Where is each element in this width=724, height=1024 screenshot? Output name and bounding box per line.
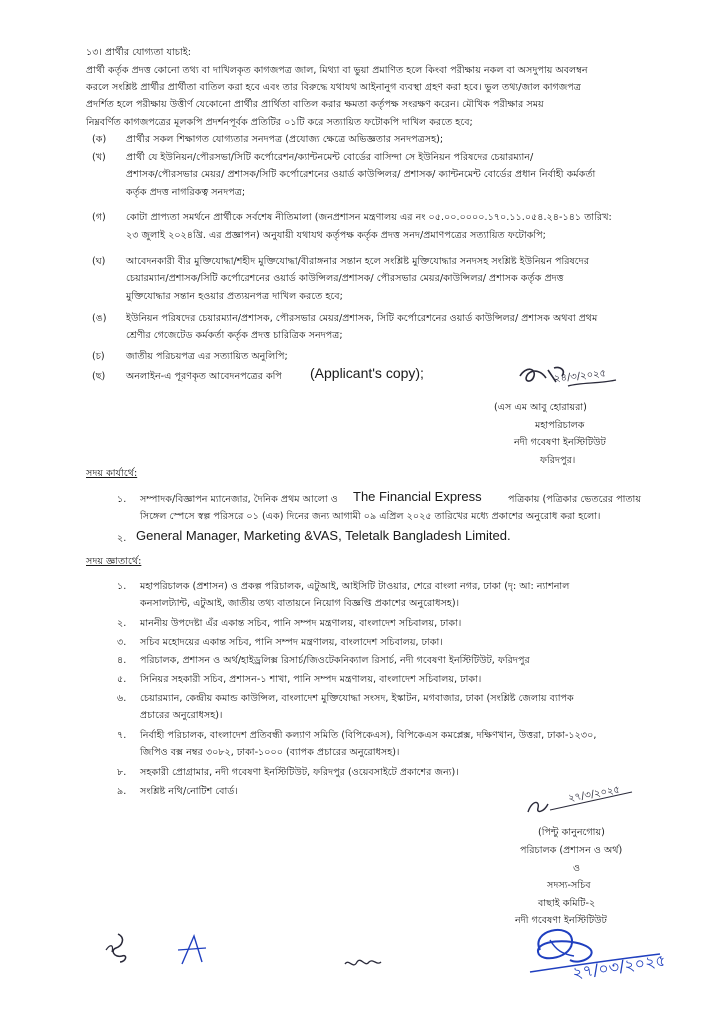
item-label: (খ) <box>92 152 106 163</box>
item-number: ১. <box>117 494 127 505</box>
paragraph-line: প্রদর্শিত হলে পরীক্ষায় উত্তীর্ণ যেকোনো প্রার্থীর প্রার্থিতা বাতিল করার ক্ষমতা কর্তৃপক্ষ সংরক্ষণ করেন। মৌখিক পরীক্ষার সময় <box>86 99 544 110</box>
paragraph-line: করলে সংশ্লিষ্ট প্রার্থীর প্রার্থীতা বাতিল করা হবে এবং তার বিরুদ্ধে যথাযথ আইনানুগ ব্যবস্থা গ্রহণ করা হবে। ভুল তথ্য/জাল কাগজপত্র <box>86 82 581 93</box>
initials-mark-2-strokes <box>172 932 212 968</box>
item-text: জাতীয় পরিচয়পত্র এর সত্যায়িত অনুলিপি; <box>126 351 288 362</box>
signer-2-role: সদস্য-সচিব <box>547 880 591 891</box>
item-number: ৫. <box>117 674 127 685</box>
item-text: চেয়ারম্যান/প্রশাসক/সিটি কর্পোরেশনের ওয়ার্ড কাউন্সিলর/প্রশাসক/ পৌরসভার মেয়র/কাউন্সিলর/ প্রশাসক কর্তৃক প্রদত্ত <box>126 273 564 284</box>
item-text: সংশ্লিষ্ট নথি/নোটিশ বোর্ড। <box>140 786 238 797</box>
signer-2-committee: বাছাই কমিটি-২ <box>538 898 596 909</box>
signature-1 <box>512 362 622 404</box>
action-heading: সদয় কার্যার্থে: <box>86 468 138 479</box>
item-text: কনসালট্যান্ট, এটুআই, জাতীয় তথ্য বাতায়নে নিয়োগ বিজ্ঞপ্তি প্রকাশের অনুরোধসহ)। <box>140 598 460 609</box>
item-text: অনলাইন-এ পূরণকৃত আবেদনপত্রের কপি <box>126 371 282 382</box>
signature-1-date: ২৪/৩/২০২৫ <box>553 368 607 385</box>
item-text: প্রার্থী যে ইউনিয়ন/পৌরসভা/সিটি কর্পোরেশন/ক্যান্টনমেন্ট বোর্ডের বাসিন্দা সে ইউনিয়ন পরিষদের চেয়ারম্যান/ <box>126 152 534 163</box>
item-text: মুক্তিযোদ্ধার সন্তান হওয়ার প্রত্যয়নপত্র দাখিল করতে হবে; <box>126 291 343 302</box>
item-label: (গ) <box>92 212 106 223</box>
item-text: সচিব মহোদয়ের একান্ত সচিব, পানি সম্পদ মন্ত্রণালয়, বাংলাদেশ সচিবালয়, ঢাকা। <box>140 637 443 648</box>
item-number: ৭. <box>117 730 127 741</box>
item-text: জিপিও বক্স নম্বর ৩০৮২, ঢাকা-১০০০ (ব্যাপক প্রচারের অনুরোধসহ)। <box>140 747 400 758</box>
bottom-signature-date: ২৭/০৩/২০২৫ <box>571 950 667 983</box>
item-text: সিঙ্গেল স্পেসে স্বল্প পরিসরে ০১ (এক) দিনের জন্য আগামী ০৯ এপ্রিল ২০২৫ তারিখের মধ্যে প্রকাশের অনুরোধ করা হলো। <box>140 511 601 522</box>
item-number: ৪. <box>117 655 127 666</box>
signer-2-name: (পিন্টু কানুনগোয়) <box>538 827 605 838</box>
item-text: ২৩ জুলাই ২০২৪খ্রি. এর প্রজ্ঞাপন) অনুযায়ী যথাযথ কর্তৃপক্ষ কর্তৃক প্রদত্ত সনদ/প্রমাণপত্রের সত্যায়িত ফটোকপি; <box>126 230 546 241</box>
item-label: (ঙ) <box>92 313 107 324</box>
item-text-latin: General Manager, Marketing &VAS, Teletalk Bangladesh Limited. <box>136 528 511 543</box>
item-label: (চ) <box>92 351 105 362</box>
item-text-latin: The Financial Express <box>353 489 482 504</box>
item-text: পত্রিকায় (পত্রিকার ভেতরের পাতায় <box>508 494 641 505</box>
item-number: ৯. <box>117 786 127 797</box>
item-text: সহকারী প্রোগ্রামার, নদী গবেষণা ইনস্টিটিউট, ফরিদপুর (ওয়েবসাইটে প্রকাশের জন্য)। <box>140 767 459 778</box>
initials-mark-1-strokes <box>100 930 140 966</box>
signer-2-org: নদী গবেষণা ইনস্টিটিউট <box>515 915 607 926</box>
item-text: প্রশাসক/পৌরসভার মেয়র/ প্রশাসক/সিটি কর্পোরেশনের ওয়ার্ড কাউন্সিলর/ প্রশাসক/ ক্যান্টনমেন্ট বোর্ডের প্রধান নির্বাহী কর্মকর্তা <box>126 169 596 180</box>
initials-mark-2 <box>172 932 212 968</box>
item-text: কোটা প্রাপ্যতা সমর্থনে প্রার্থীকে সর্বশেষ নীতিমালা (জনপ্রশাসন মন্ত্রণালয় এর নং ০৫.০০.০০০০.১৭০.১১.০৫৪.২৪-১৪১ তারিখ: <box>126 212 612 223</box>
signature-2-date: ২৭/৩/২০২৫ <box>567 784 621 805</box>
item-number: ৩. <box>117 637 127 648</box>
item-text: পরিচালক, প্রশাসন ও অর্থ/হাইড্রলিক্স রিসার্চ/জিওটেকনিক্যাল রিসার্চ, নদী গবেষণা ইনস্টিটিউট, ফরিদপুর <box>140 655 530 666</box>
signer-1-place: ফরিদপুর। <box>540 455 576 466</box>
item-label: (ঘ) <box>92 256 106 267</box>
bottom-signature <box>510 920 700 1010</box>
info-heading: সদয় জ্ঞাতার্থে: <box>86 556 142 567</box>
initials-mark-3 <box>343 954 383 976</box>
item-text: সম্পাদক/বিজ্ঞাপন ম্যানেজার, দৈনিক প্রথম আলো ও <box>140 494 338 505</box>
item-text: মাননীয় উপদেষ্টা এঁর একান্ত সচিব, পানি সম্পদ মন্ত্রণালয়, বাংলাদেশ সচিবালয়, ঢাকা। <box>140 618 462 629</box>
item-text: প্রচারের অনুরোধসহ)। <box>140 710 223 721</box>
section-heading: ১৩। প্রার্থীর যোগ্যতা যাচাই: <box>86 47 191 58</box>
item-label: (ছ) <box>92 371 106 382</box>
initials-mark-3-strokes <box>343 954 383 976</box>
signer-1-org: নদী গবেষণা ইনস্টিটিউট <box>514 437 606 448</box>
signer-1-name: (এস এম আবু হোরায়রা) <box>494 402 587 413</box>
initials-mark-1 <box>100 930 140 966</box>
signer-1-title: মহাপরিচালক <box>535 420 585 431</box>
signer-2-title: পরিচালক (প্রশাসন ও অর্থ) <box>520 845 623 856</box>
item-text: সিনিয়র সহকারী সচিব, প্রশাসন-১ শাখা, পানি সম্পদ মন্ত্রণালয়, বাংলাদেশ সচিবালয়, ঢাকা। <box>140 674 482 685</box>
item-number: ৬. <box>117 693 127 704</box>
signature-2 <box>520 782 640 822</box>
item-text: কর্তৃক প্রদত্ত নাগরিকত্ব সনদপত্র; <box>126 187 246 198</box>
item-text: চেয়ারম্যান, কেন্দ্রীয় কমান্ড কাউন্সিল, বাংলাদেশ মুক্তিযোদ্ধা সংসদ, ইস্কাটন, মগবাজার, ঢাকা (সংশ্লিষ্ট জেলায় ব্যাপক <box>140 693 574 704</box>
item-text-latin: (Applicant's copy); <box>310 365 424 381</box>
item-number: ৮. <box>117 767 127 778</box>
item-text: ইউনিয়ন পরিষদের চেয়ারম্যান/প্রশাসক, পৌরসভার মেয়র/প্রশাসক, সিটি কর্পোরেশনের ওয়ার্ড কাউন্সিলর/ প্রশাসক অথবা প্রথম <box>126 313 598 324</box>
item-number: ১. <box>117 581 127 592</box>
item-text: মহাপরিচালক (প্রশাসন) ও প্রকল্প পরিচালক, এটুআই, আইসিটি টাওয়ার, শেরে বাংলা নগর, ঢাকা (দৃ: আ: ন্যাশনাল <box>140 581 570 592</box>
item-number: ২. <box>117 618 127 629</box>
paragraph-line: নিম্নবর্ণিত কাগজপত্রের মূলকপি প্রদর্শনপূর্বক প্রতিটির ০১টি করে সত্যায়িত ফটোকপি দাখিল করতে হবে; <box>86 117 473 128</box>
paragraph-line: প্রার্থী কর্তৃক প্রদত্ত কোনো তথ্য বা দাখিলকৃত কাগজপত্র জাল, মিথ্যা বা ভুয়া প্রমাণিত হলে কিংবা পরীক্ষায় নকল বা অসদুপায় অবলম্বন <box>86 65 588 76</box>
item-text: আবেদনকারী বীর মুক্তিযোদ্ধা/শহীদ মুক্তিযোদ্ধা/বীরাঙ্গনার সন্তান হলে সংশ্লিষ্ট মুক্তিযোদ্ধার সনদসহ সংশ্লিষ্ট ইউনিয়ন পরিষদের <box>126 256 589 267</box>
item-number: ২. <box>117 533 127 544</box>
item-text: প্রার্থীর সকল শিক্ষাগত যোগ্যতার সনদপত্র (প্রযোজ্য ক্ষেত্রে অভিজ্ঞতার সনদপত্রসহ); <box>126 134 444 145</box>
item-text: নির্বাহী পরিচালক, বাংলাদেশ প্রতিবন্ধী কল্যাণ সমিতি (বিপিকেএস), বিপিকেএস কমপ্লেক্স, দক্ষিণখান, উত্তরা, ঢাকা-১২৩০, <box>140 730 597 741</box>
item-label: (ক) <box>92 134 107 145</box>
signer-2-and: ও <box>573 863 581 874</box>
item-text: শ্রেণীর গেজেটেড কর্মকর্তা কর্তৃক প্রদত্ত চারিত্রিক সনদপত্র; <box>126 330 343 341</box>
